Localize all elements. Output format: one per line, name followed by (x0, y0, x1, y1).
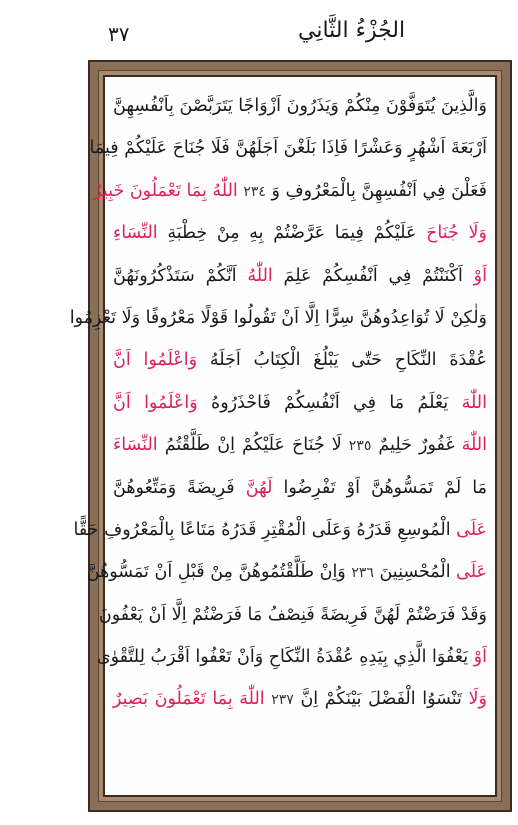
text-line (113, 424, 487, 466)
verse-text: وَقَدْ فَرَضْتُمْ لَهُنَّ فَرِيضَةً فَنِصْفُ مَا فَرَضْتُمْ اِلَّا اَنْ يَعْفُونَ (98, 604, 487, 625)
text-line (73, 509, 487, 551)
verse-text: الْمُحْسِنِينَ (379, 562, 451, 583)
verse-text: اَرْبَعَةَ اَشْهُرٍ وَعَشْرًا فَاِذَا بَلَغْنَ اَجَلَهُنَّ فَلَا جُنَاحَ عَلَيْكُمْ فِيمَا (89, 138, 487, 159)
verse-text: يَعْفُوَا الَّذِي بِيَدِهِ عُقْدَةُ النِّكَاحِ وَاَنْ تَعْفُوا اَقْرَبُ لِلتَّقْوٰى (96, 647, 469, 668)
divine-name-text: النِّسَاءِ (113, 223, 158, 244)
verse-text: الْمُوسِعِ قَدَرُهُ وَعَلَى الْمُقْتِرِ قَدَرُهُ مَتَاعًا بِالْمَعْرُوفِ حَقًّا (73, 519, 451, 540)
text-line (113, 467, 487, 509)
divine-name-text: اللّٰهَ (461, 435, 487, 456)
text-line (86, 551, 487, 593)
divine-name-text: اللّٰهَ بِمَا تَعْمَلُونَ بَصِيرٌ (113, 689, 265, 710)
verse-text: وَلٰكِنْ لَا تُوَاعِدُوهُنَّ سِرًّا اِلَّا اَنْ تَقُولُوا قَوْلًا مَعْرُوفًا وَلَا تَعْزِمُوا (69, 307, 487, 328)
divine-name-text: وَاعْلَمُوا اَنَّ (113, 350, 198, 371)
verse-text: اَنَّكُمْ سَتَذْكُرُونَهُنَّ (113, 265, 237, 286)
quran-text (69, 85, 487, 787)
ayah-number: ٢٣٤ (243, 183, 266, 200)
verse-text: يَعْلَمُ مَا فِي اَنْفُسِكُمْ فَاحْذَرُوهُ (211, 392, 449, 413)
verse-text: وَالَّذِينَ يُتَوَفَّوْنَ مِنْكُمْ وَيَذَرُونَ اَزْوَاجًا يَتَرَبَّصْنَ بِاَنْفُسِهِنَّ (113, 96, 487, 116)
divine-name-text: لَهُنَّ (245, 477, 273, 498)
verse-text: مَا لَمْ تَمَسُّوهُنَّ اَوْ تَفْرِضُوا (283, 477, 487, 498)
divine-name-text: وَلَا جُنَاحَ (426, 223, 487, 244)
divine-name-text: اللّٰهُ بِمَا تَعْمَلُونَ خَبِيرٌ (93, 180, 238, 201)
ayah-number: ٢٣٧ (271, 692, 294, 709)
text-line (69, 297, 487, 339)
text-line (113, 678, 487, 720)
verse-text: عَلَيْكُمْ فِيمَا عَرَّضْتُمْ بِهِ مِنْ خِطْبَةِ (167, 223, 417, 244)
ayah-number: ٢٣٥ (348, 438, 372, 455)
divine-name-text: وَاعْلَمُوا اَنَّ (113, 392, 198, 413)
verse-text: فَرِيضَةً وَمَتِّعُوهُنَّ (113, 477, 235, 498)
text-line (93, 170, 487, 212)
text-line (98, 594, 487, 636)
divine-name-text: اَوْ (473, 265, 487, 286)
text-line (113, 339, 487, 381)
divine-name-text: اللّٰهُ (247, 265, 273, 286)
verse-text: غَفُورٌ حَلِيمٌ (378, 435, 455, 456)
verse-text: عُقْدَةَ النِّكَاحِ حَتّٰى يَبْلُغَ الْكِتَابُ اَجَلَهُ (209, 350, 487, 371)
divine-name-text: اَوْ (473, 647, 487, 668)
divine-name-text: وَلَا (468, 689, 487, 710)
page-header (0, 0, 518, 58)
divine-name-text: النِّسَاءَ (113, 435, 158, 456)
ayah-number: ٢٣٦ (351, 565, 374, 582)
frame-border (69, 70, 502, 802)
text-line (113, 212, 487, 254)
text-line (89, 127, 487, 169)
divine-name-text: عَلَى (456, 519, 487, 540)
verse-text: اَكْنَنْتُمْ فِي اَنْفُسِكُمْ عَلِمَ (283, 265, 463, 286)
verse-text: وَاِنْ طَلَّقْتُمُوهُنَّ مِنْ قَبْلِ اَنْ تَمَسُّوهُنَّ (86, 562, 346, 583)
page-number: ٣٧ (108, 22, 130, 46)
verse-text: لَا جُنَاحَ عَلَيْكُمْ اِنْ طَلَّقْتُمُ (164, 435, 342, 456)
text-line (113, 255, 487, 297)
text-line (96, 636, 487, 678)
juz-title: الجُزْءُ الثَّانِي (298, 18, 406, 43)
divine-name-text: عَلَى (456, 562, 487, 583)
text-panel (69, 75, 497, 797)
verse-text: فَعَلْنَ فِي اَنْفُسِهِنَّ بِالْمَعْرُوفِ وَ (271, 180, 487, 201)
divine-name-text: اللّٰهَ (461, 392, 487, 413)
verse-text: تَنْسَوُا الْفَضْلَ بَيْنَكُمْ اِنَّ (300, 689, 462, 710)
decorative-frame (69, 60, 512, 812)
text-line (113, 85, 487, 127)
text-line (113, 382, 487, 424)
